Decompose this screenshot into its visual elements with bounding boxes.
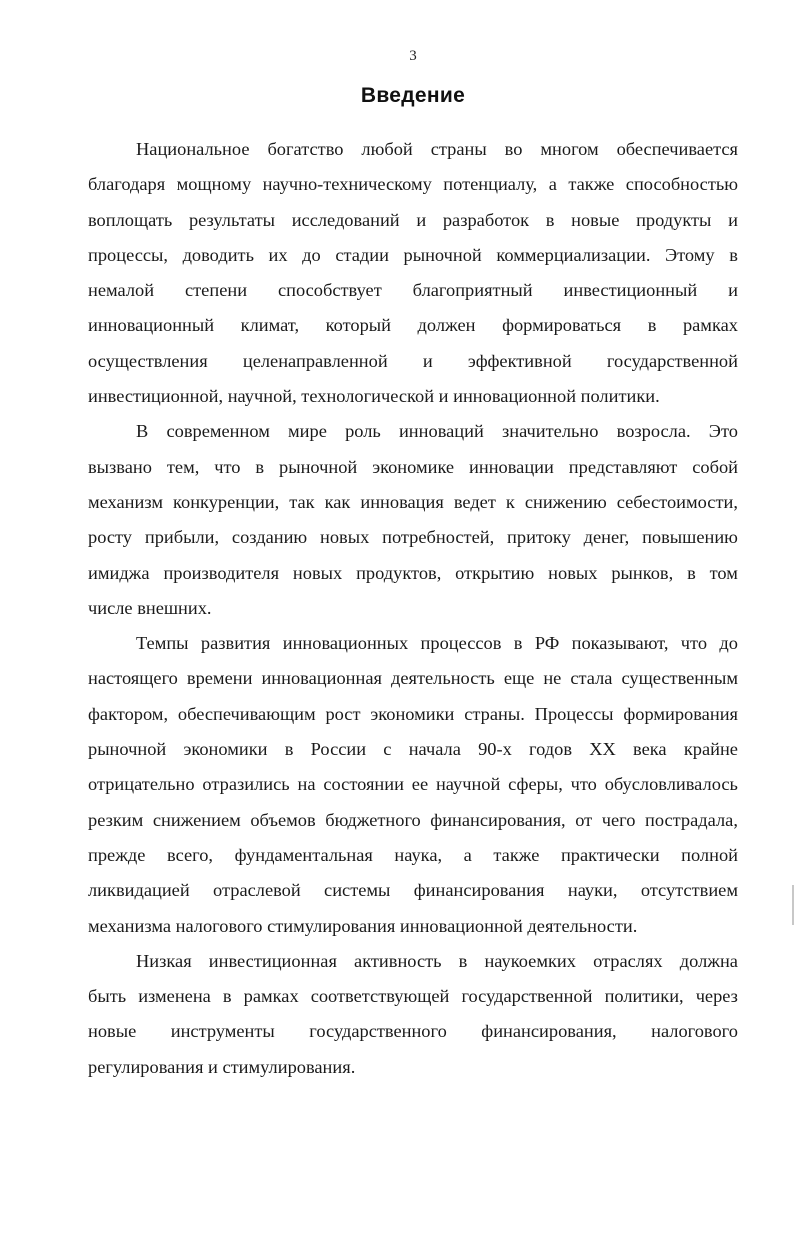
text-line: вызвано тем, что в рыночной экономике инновации представляют собой bbox=[88, 456, 738, 477]
text-line: отрицательно отразились на состоянии ее научной сферы, что обусловливалось bbox=[88, 774, 738, 795]
text-line: Темпы развития инновационных процессов в РФ показывают, что до bbox=[136, 633, 738, 654]
text-line: имиджа производителя новых продуктов, открытию новых рынков, в том bbox=[88, 562, 738, 583]
text-line: числе внешних. bbox=[88, 597, 212, 618]
text-line: прежде всего, фундаментальная наука, а также практически полной bbox=[88, 844, 738, 865]
paragraph bbox=[88, 944, 738, 1085]
text-line: регулирования и стимулирования. bbox=[88, 1056, 356, 1077]
text-line: инвестиционной, научной, технологической и инновационной политики. bbox=[88, 386, 660, 407]
text-line: ликвидацией отраслевой системы финансирования науки, отсутствием bbox=[88, 880, 738, 901]
text-line: благодаря мощному научно-техническому потенциалу, а также способностью bbox=[88, 174, 738, 195]
text-line: В современном мире роль инноваций значительно возросла. Это bbox=[136, 421, 738, 442]
page-title: Введение bbox=[360, 84, 466, 107]
text-line: росту прибыли, созданию новых потребностей, притоку денег, повышению bbox=[88, 527, 738, 548]
text-line: механизм конкуренции, так как инновация ведет к снижению себестоимости, bbox=[88, 491, 738, 512]
text-line: воплощать результаты исследований и разработок в новые продукты и bbox=[88, 209, 738, 230]
paragraph bbox=[88, 132, 738, 414]
text-line: рыночной экономики в России с начала 90-х годов XX века крайне bbox=[88, 739, 738, 760]
text-line: инновационный климат, который должен формироваться в рамках bbox=[88, 315, 738, 336]
text-line: осуществления целенаправленной и эффективной государственной bbox=[88, 350, 738, 371]
text-line: новые инструменты государственного финансирования, налогового bbox=[88, 1021, 738, 1042]
text-line: механизма налогового стимулирования инновационной деятельности. bbox=[88, 915, 638, 936]
text-line: Национальное богатство любой страны во многом обеспечивается bbox=[136, 139, 738, 159]
text-line: процессы, доводить их до стадии рыночной коммерциализации. Этому в bbox=[88, 244, 738, 265]
text-line: резким снижением объемов бюджетного финансирования, от чего пострадала, bbox=[88, 809, 738, 830]
text-line: фактором, обеспечивающим рост экономики страны. Процессы формирования bbox=[88, 703, 738, 724]
text-line: настоящего времени инновационная деятельность еще не стала существенным bbox=[88, 668, 738, 689]
paragraph bbox=[88, 414, 738, 626]
text-line: Низкая инвестиционная активность в наукоемких отраслях должна bbox=[136, 950, 738, 971]
document-body bbox=[88, 132, 738, 1085]
paragraph bbox=[88, 626, 738, 944]
text-line: быть изменена в рамках соответствующей государственной политики, через bbox=[88, 986, 738, 1007]
scan-artifact bbox=[792, 885, 794, 925]
page-number: 3 bbox=[409, 48, 417, 64]
text-line: немалой степени способствует благоприятный инвестиционный и bbox=[88, 280, 738, 301]
